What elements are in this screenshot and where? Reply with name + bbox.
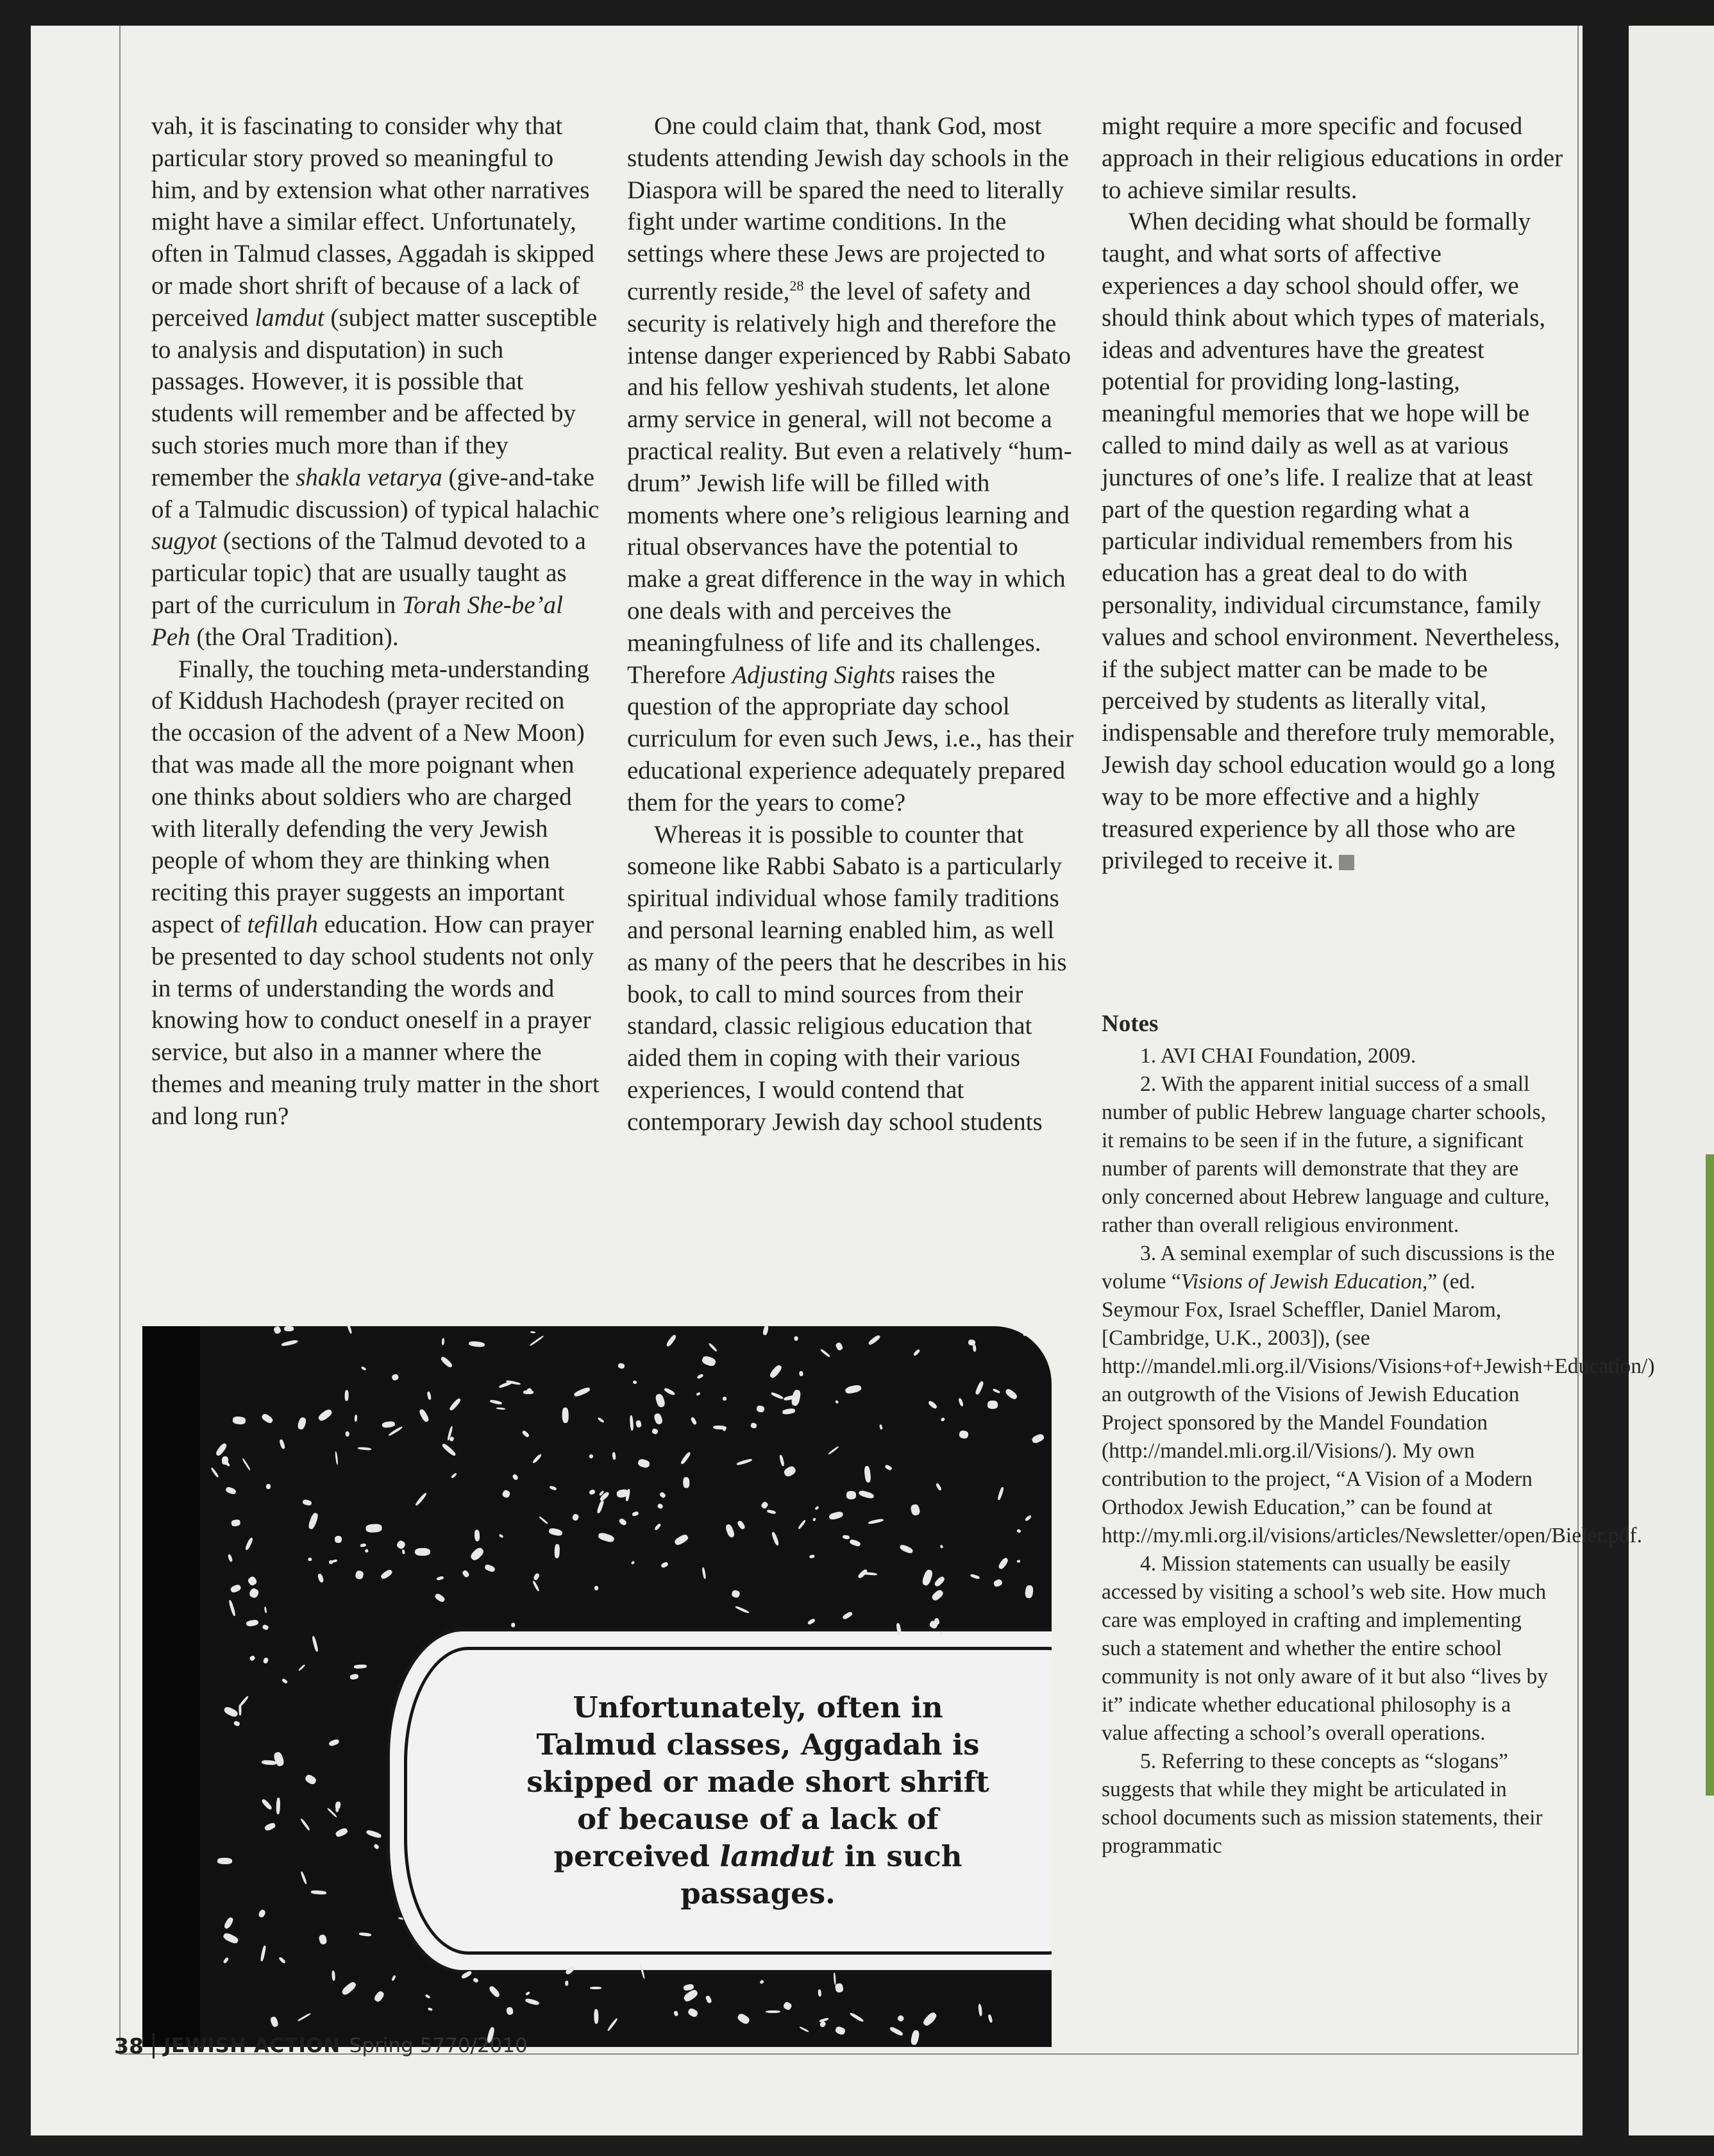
marble-speck: [1017, 1560, 1020, 1562]
marble-speck: [767, 1509, 777, 1514]
marble-speck: [462, 1569, 470, 1578]
marble-speck: [782, 1408, 795, 1415]
marble-speck: [364, 1549, 369, 1553]
marble-speck: [850, 1539, 862, 1547]
marble-speck: [842, 1535, 850, 1540]
marble-speck: [341, 1981, 358, 1997]
paragraph: When deciding what should be formally taught, and what sorts of affective experiences a day school should offer, we should think about which types of materials, ideas and adventures have the greatest potential for providing long-lasting, meaningful memories that we hope will be called to mind daily as well as at various junctures of one’s life. I realize that at least part of the question regarding what a particular individual remembers from his education has a great deal to do with personality, individual circumstance, family values and school environment. Nevertheless, if the subject matter can be made to be perceived by students as literally vital, indispensable and therefore truly memorable, Jewish day school education would go a long way to be more effective and a highly treasured experience by all those who are privileged to receive it.: [1102, 208, 1560, 875]
marble-speck: [835, 1400, 839, 1404]
marble-speck: [396, 1539, 407, 1550]
marble-speck: [868, 1334, 881, 1345]
marble-speck: [934, 1617, 940, 1625]
footnote-ref: 28: [789, 277, 804, 294]
notebook-spine: [142, 1326, 200, 2047]
marble-speck: [589, 1489, 596, 1495]
marble-speck: [228, 1600, 236, 1617]
marble-speck: [262, 1760, 277, 1765]
marble-speck: [820, 1349, 831, 1358]
marble-speck: [597, 1500, 605, 1514]
marble-speck: [607, 2017, 618, 2032]
marble-speck: [799, 1370, 804, 1376]
marble-speck: [354, 1664, 367, 1669]
marble-speck: [912, 1349, 920, 1356]
marble-speck: [771, 1392, 784, 1399]
marble-speck: [239, 1705, 242, 1716]
marble-speck: [532, 1453, 542, 1464]
marble-speck: [998, 1487, 1005, 1501]
marble-speck: [589, 1454, 594, 1459]
marble-speck: [975, 1381, 985, 1395]
marble-speck: [474, 1529, 480, 1541]
marble-speck: [612, 1451, 616, 1460]
marble-speck: [1022, 1329, 1027, 1336]
note-item: 3. A seminal exemplar of such discussions is the volume “Visions of Jewish Education,” (ed. Seymour Fox, Israel Scheffler, Daniel Marom, [Cambridge, U.K., 2003]), (see http://mandel.mli.org.il/Visions/Visions+of+Jewish+Education/) an outgrowth of the Visions of Jewish Education Project sponsored by the Mandel Foundation (http://mandel.mli.org.il/Visions/). My own contribution to the project, “A Vision of a Modern Orthodox Jewish Education,” can be found at http://my.mli.org.il/visions/articles/Newsletter/open/Bieler.pdf.: [1102, 1242, 1655, 1547]
marble-speck: [736, 1458, 753, 1465]
marble-speck: [940, 1417, 945, 1422]
marble-speck: [868, 1519, 884, 1525]
marble-speck: [264, 1822, 276, 1832]
marble-speck: [725, 1523, 735, 1538]
marble-speck: [936, 1483, 942, 1491]
marble-speck: [921, 2011, 937, 2028]
marble-speck: [633, 1380, 637, 1384]
marble-speck: [705, 1995, 712, 2003]
marble-speck: [391, 1975, 396, 1981]
marble-speck: [1004, 1388, 1018, 1401]
marble-speck: [687, 2007, 699, 2018]
adjacent-page-edge: [1629, 26, 1714, 2135]
marble-speck: [335, 1536, 342, 1543]
marble-speck: [248, 1587, 260, 1599]
marble-speck: [225, 1486, 237, 1495]
marble-speck: [249, 1655, 256, 1662]
pull-quote: Unfortunately, often in Talmud classes, Aggadah is skipped or made short shrift of because of a lack of perceived lamdut in such passages.: [526, 1690, 989, 1910]
marble-speck: [261, 1413, 274, 1424]
marble-speck: [959, 1430, 969, 1439]
marble-speck: [598, 1532, 615, 1543]
marble-speck: [850, 2012, 864, 2023]
marble-speck: [794, 1336, 798, 1341]
marble-speck: [231, 1519, 240, 1526]
marble-speck: [440, 1356, 453, 1369]
marble-speck: [1016, 1529, 1021, 1533]
marble-speck: [791, 1389, 802, 1406]
marble-speck: [730, 1590, 740, 1599]
marble-speck: [590, 1987, 601, 1989]
marble-speck: [760, 1501, 769, 1509]
marble-speck: [987, 1401, 998, 1408]
marble-speck: [223, 1916, 234, 1930]
marble-speck: [451, 1472, 457, 1479]
marble-speck: [358, 1932, 371, 1937]
marble-speck: [973, 1345, 977, 1352]
note-item: 2. With the apparent initial success of a small number of public Hebrew language charter schools, it remains to be seen if in the future, a significant number of parents will demonstrate that they are only concerned about Hebrew language and culture, rather than overall religious environment.: [1102, 1072, 1550, 1237]
page-number: 38: [114, 2033, 144, 2059]
marble-speck: [402, 1549, 405, 1554]
marble-speck: [629, 1415, 634, 1431]
marble-speck: [248, 1575, 258, 1586]
marble-speck: [910, 1504, 921, 1517]
marble-speck: [312, 1636, 319, 1652]
marble-speck: [282, 1678, 289, 1684]
marble-speck: [310, 1891, 326, 1895]
note-item: 5. Referring to these concepts as “slogans” suggests that while they might be articulated in school documents such as mission statements, their programmatic: [1102, 1749, 1543, 1858]
marble-speck: [308, 1512, 319, 1529]
marble-speck: [344, 1390, 349, 1401]
marble-speck: [723, 1397, 727, 1401]
marble-speck: [499, 1534, 504, 1538]
marble-speck: [684, 1477, 690, 1488]
marble-speck: [696, 1392, 701, 1396]
marble-speck: [566, 1980, 569, 1985]
text-column-2: [627, 110, 1076, 1138]
marble-speck: [768, 1364, 783, 1379]
marble-speck: [828, 1445, 839, 1454]
marble-speck: [270, 2016, 279, 2027]
marble-speck: [539, 1516, 548, 1524]
marble-speck: [708, 1342, 718, 1352]
marble-speck: [511, 1623, 515, 1628]
marble-speck: [933, 1576, 945, 1588]
marble-speck: [532, 1572, 540, 1581]
marble-speck: [879, 1424, 883, 1429]
marble-speck: [388, 1426, 403, 1436]
marble-speck: [835, 1983, 844, 1993]
marble-speck: [697, 1374, 704, 1379]
marble-speck: [360, 1544, 367, 1547]
marble-speck: [506, 2007, 514, 2016]
marble-speck: [449, 1398, 462, 1412]
notes-section: [1102, 1010, 1655, 1860]
marble-speck: [355, 1415, 358, 1422]
marble-speck: [807, 1618, 816, 1626]
marble-speck: [317, 1408, 333, 1422]
marble-speck: [864, 1466, 871, 1483]
marble-speck: [931, 1588, 945, 1601]
marble-speck: [360, 1366, 367, 1371]
marble-speck: [233, 1721, 240, 1727]
marble-speck: [490, 1399, 503, 1405]
marble-speck: [654, 1522, 662, 1530]
marble-speck: [574, 1387, 591, 1398]
notes-heading: Notes: [1102, 1011, 1159, 1037]
marble-speck: [771, 1531, 780, 1545]
marble-speck: [750, 1422, 757, 1429]
paragraph: Whereas it is possible to counter that someone like Rabbi Sabato is a particularly spiritual individual whose family traditions and personal learning enabled him, as well as many of the peers that he describes in his book, to call to mind sources from their standard, classic religious education that aided them in coping with their various experiences, I would contend that contemporary Jewish day school students: [627, 820, 1067, 1136]
end-mark-icon: [1339, 855, 1354, 870]
notebook-cover: [142, 1326, 1052, 2047]
marble-speck: [242, 1458, 251, 1471]
marble-speck: [899, 1544, 914, 1554]
marble-speck: [223, 1957, 229, 1964]
marble-speck: [1025, 1585, 1034, 1598]
marble-speck: [279, 1439, 285, 1449]
marble-speck: [958, 1398, 964, 1407]
marble-speck: [382, 1421, 395, 1428]
page-footer: [114, 2032, 528, 2060]
marble-speck: [885, 1465, 893, 1471]
marble-speck: [799, 2026, 809, 2032]
marble-speck: [415, 1492, 428, 1506]
marble-speck: [843, 1612, 853, 1621]
marble-speck: [427, 1392, 432, 1401]
marble-speck: [674, 1533, 689, 1546]
marble-speck: [680, 1451, 692, 1465]
marble-speck: [415, 1548, 430, 1556]
marble-speck: [335, 1827, 349, 1838]
marble-speck: [273, 1751, 285, 1767]
marble-speck: [814, 1506, 819, 1510]
note-item: 1. AVI CHAI Foundation, 2009.: [1140, 1044, 1416, 1068]
marble-speck: [473, 1977, 479, 1983]
marble-speck: [828, 1510, 844, 1520]
note-item: 4. Mission statements can usually be easily accessed by visiting a school’s web site. How much care was employed in crafting and implementing such a statement and whether the entire school community is not only aware of it but also “lives by it” indicate whether educational philosophy is a value affecting a school’s overall operations.: [1102, 1552, 1548, 1745]
marble-speck: [928, 1400, 938, 1410]
marble-speck: [523, 1390, 533, 1394]
marble-speck: [809, 1554, 815, 1558]
marble-speck: [978, 2004, 982, 2017]
marble-speck: [244, 1537, 254, 1550]
marble-speck: [233, 1416, 246, 1424]
paragraph: vah, it is fascinating to consider why that particular story proved so meaningful to him, and by extension what other narratives might have a similar effect. Unfortunately, often in Talmud classes, Aggadah is skipped or made short shrift of because of a lack of perceived lamdut (subject matter susceptible to analysis and disputation) in such passages. However, it is possible that students will remember and be affected by such stories much more than if they remember the shakla vetarya (give-and-take of a Talmudic discussion) of typical halachic sugyot (sections of the Talmud devoted to a particular topic) that are usually taught as part of the curriculum in Torah She-be’al Peh (the Oral Tradition).: [151, 112, 600, 651]
marble-speck: [921, 1569, 933, 1586]
marble-speck: [548, 1527, 563, 1536]
marble-speck: [889, 2026, 903, 2036]
marble-speck: [762, 1326, 769, 1336]
marble-speck: [318, 1933, 328, 1944]
marble-speck: [562, 1407, 569, 1422]
marble-speck: [653, 1412, 663, 1425]
marble-speck: [374, 1991, 386, 2003]
marble-speck: [365, 1524, 382, 1533]
marble-speck: [488, 1985, 501, 1998]
marble-speck: [555, 1544, 560, 1558]
marble-speck: [380, 1569, 394, 1581]
marble-speck: [530, 1331, 536, 1334]
marble-speck: [317, 1573, 324, 1583]
marble-speck: [328, 1739, 340, 1747]
marble-speck: [278, 1957, 286, 1964]
marble-speck: [223, 1706, 239, 1719]
marble-speck: [392, 1374, 399, 1381]
marble-speck: [666, 1333, 677, 1347]
marble-speck: [331, 1559, 337, 1563]
marble-speck: [298, 1663, 306, 1671]
marble-speck: [594, 1585, 598, 1590]
marble-speck: [702, 1355, 717, 1367]
marble-speck: [663, 1387, 675, 1396]
marble-speck: [549, 1485, 557, 1490]
marble-speck: [1031, 1433, 1045, 1445]
marble-speck: [262, 1624, 269, 1631]
text-column-1: [151, 110, 600, 1133]
paragraph: might require a more specific and focused approach in their religious educations in order to achieve similar results.: [1102, 112, 1563, 204]
marble-speck: [783, 1465, 797, 1478]
marble-speck: [246, 1619, 258, 1626]
marble-speck: [521, 1430, 529, 1438]
marble-speck: [702, 1567, 707, 1579]
paragraph: One could claim that, thank God, most students attending Jewish day schools in the Diaspora will be spared the need to literally fight under wartime conditions. In the settings where these Jews are projected to currently reside,$^{28}$ the level of safety and security is relatively high and therefore the intense danger experienced by Rabbi Sabato and his fellow yeshivah students, let alone army service in general, will not become a practical reality. But even a relatively “hum-drum” Jewish life will be filled with moments where one’s religious learning and ritual observances have the potential to make a great difference in the way in which one deals with and perceives the meaningfulness of life and its challenges. Therefore Adjusting Sights raises the question of the appropriate day school curriculum for even such Jews, i.e., has their educational experience adequately prepared them for the years to come?: [627, 112, 1074, 816]
marble-speck: [502, 1489, 511, 1498]
issue-date: Spring 5770/2010: [349, 2034, 528, 2057]
marble-speck: [970, 1574, 980, 1580]
marble-speck: [276, 1798, 280, 1814]
marble-speck: [525, 1991, 530, 1996]
marble-speck: [631, 1561, 635, 1565]
marble-speck: [778, 1454, 785, 1467]
notebook-label: [386, 1628, 1052, 1974]
footer-divider: [153, 2033, 155, 2059]
marble-speck: [632, 1512, 639, 1517]
marble-speck: [469, 1341, 485, 1348]
marble-speck: [355, 1570, 364, 1579]
marble-speck: [365, 1830, 382, 1839]
marble-speck: [300, 1871, 308, 1885]
marble-speck: [215, 1442, 228, 1456]
marble-speck: [691, 1417, 698, 1425]
marble-speck: [437, 1576, 444, 1581]
marble-speck: [258, 1909, 267, 1919]
marble-speck: [525, 1998, 539, 2005]
marble-speck: [265, 1484, 271, 1489]
marble-speck: [993, 1388, 1000, 1394]
marble-speck: [373, 1844, 380, 1850]
marble-speck: [332, 1971, 336, 1981]
marble-speck: [530, 1335, 544, 1347]
marble-speck: [496, 1407, 505, 1410]
marble-speck: [281, 1339, 298, 1347]
marble-speck: [673, 2011, 679, 2017]
marble-speck: [812, 1517, 816, 1521]
marble-speck: [766, 2010, 780, 2014]
marble-speck: [896, 2014, 905, 2023]
marble-speck: [346, 1431, 349, 1436]
marble-speck: [737, 1520, 746, 1530]
marble-speck: [441, 1338, 444, 1345]
marble-speck: [346, 1326, 352, 1334]
marble-speck: [349, 1673, 358, 1680]
marble-speck: [737, 2012, 752, 2026]
marble-speck: [512, 1474, 519, 1481]
marble-speck: [911, 2030, 920, 2045]
marble-speck: [654, 1393, 666, 1408]
marble-speck: [284, 1326, 294, 1331]
marble-speck: [424, 1994, 430, 1999]
marble-speck: [532, 1580, 540, 1591]
marble-speck: [297, 1416, 308, 1430]
marble-speck: [335, 1451, 339, 1465]
adjacent-page-image-edge: [1706, 1154, 1714, 1796]
marble-speck: [998, 1557, 1009, 1571]
marble-speck: [844, 1384, 862, 1394]
marble-speck: [594, 2009, 599, 2025]
marble-speck: [756, 1405, 765, 1413]
marble-speck: [835, 1342, 843, 1351]
marble-speck: [598, 1417, 605, 1424]
marble-speck: [834, 2026, 846, 2036]
marble-speck: [618, 1363, 625, 1369]
marble-speck: [302, 1499, 312, 1506]
marble-speck: [833, 1973, 836, 1985]
marble-speck: [304, 1774, 317, 1786]
marble-speck: [428, 2007, 432, 2011]
marble-speck: [659, 1492, 666, 1499]
marble-speck: [618, 1518, 628, 1527]
notebook-label-inner: [404, 1647, 1052, 1955]
marble-speck: [783, 2001, 793, 2010]
marble-speck: [469, 1546, 485, 1562]
marble-speck: [299, 1818, 310, 1831]
marble-speck: [264, 1607, 267, 1614]
marble-speck: [1025, 1515, 1032, 1522]
composition-notebook-illustration: [142, 1326, 1052, 2047]
marble-speck: [798, 1519, 807, 1529]
marble-speck: [657, 1503, 664, 1510]
marble-speck: [419, 1408, 430, 1423]
marble-speck: [273, 1326, 282, 1335]
marble-speck: [735, 1606, 749, 1614]
marble-speck: [358, 1447, 371, 1450]
marble-speck: [434, 1592, 446, 1603]
marble-speck: [260, 1946, 267, 1962]
marble-speck: [651, 1428, 659, 1435]
marble-speck: [441, 1443, 457, 1457]
marble-speck: [987, 2014, 993, 2023]
marble-speck: [228, 1554, 233, 1562]
marble-speck: [210, 1467, 219, 1478]
marble-speck: [308, 1558, 312, 1562]
marble-speck: [335, 1801, 341, 1810]
marble-speck: [940, 1545, 943, 1549]
marble-speck: [260, 1798, 273, 1810]
marble-speck: [263, 1657, 269, 1664]
marble-speck: [818, 1989, 821, 1997]
marble-speck: [217, 1857, 231, 1864]
marble-speck: [298, 2013, 311, 2022]
magazine-name: JEWISH ACTION: [163, 2034, 340, 2057]
text-column-3: [1102, 110, 1563, 877]
marble-speck: [230, 1584, 242, 1594]
marble-speck: [858, 1490, 874, 1500]
paragraph: Finally, the touching meta-understanding of Kiddush Hachodesh (prayer recited on the occasion of the advent of a New Moon) that was made all the more poignant when one thinks about soldiers who are charged with literally defending the very Jewish people of whom they are thinking when reciting this prayer suggests an important aspect of tefillah education. How can prayer be presented to day school students not only in terms of understanding the words and knowing how to conduct oneself in a prayer service, but also in a manner where the themes and meaning truly matter in the short and long run?: [151, 655, 600, 1130]
marble-speck: [759, 1980, 764, 1985]
marble-speck: [660, 1561, 669, 1568]
marble-speck: [637, 1458, 650, 1469]
marble-speck: [846, 1490, 857, 1499]
marble-speck: [223, 1932, 239, 1945]
marble-speck: [484, 1563, 496, 1572]
marble-speck: [635, 1420, 642, 1428]
marble-speck: [993, 1579, 1004, 1588]
marble-speck: [571, 1513, 580, 1522]
